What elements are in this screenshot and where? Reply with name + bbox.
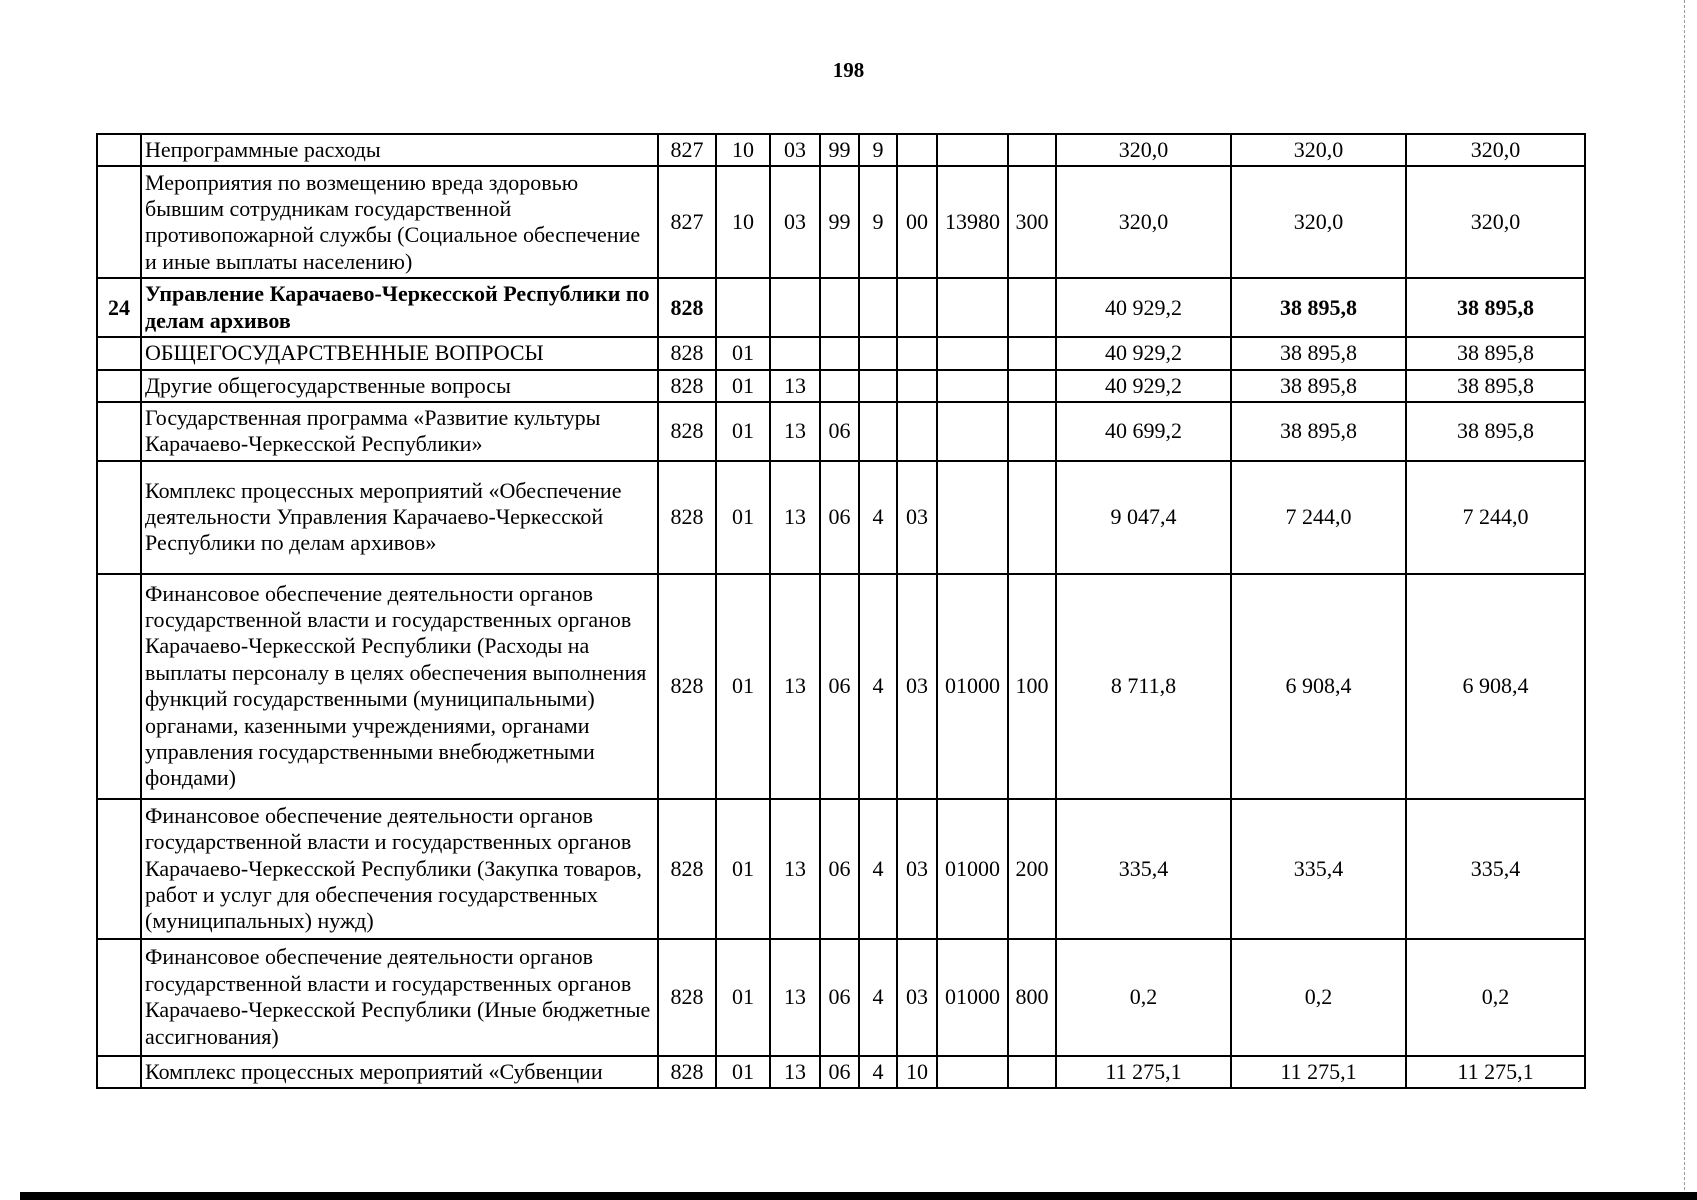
page-number: 198 [832, 58, 865, 82]
row-direction: 01000 [937, 799, 1008, 939]
row-amount-3: 38 895,8 [1406, 370, 1585, 402]
row-amount-3: 38 895,8 [1406, 337, 1585, 369]
row-expense-type: 100 [1008, 574, 1056, 799]
row-index [97, 1056, 141, 1088]
row-ministry-code: 827 [658, 166, 716, 278]
row-section: 10 [716, 134, 770, 166]
row-amount-3: 38 895,8 [1406, 278, 1585, 337]
row-amount-1: 40 929,2 [1056, 278, 1231, 337]
row-ministry-code: 828 [658, 574, 716, 799]
bottom-bar [20, 1192, 1697, 1200]
row-subsection: 13 [770, 402, 820, 461]
row-program-type [859, 370, 897, 402]
row-ministry-code: 828 [658, 402, 716, 461]
row-expense-type [1008, 337, 1056, 369]
row-direction [937, 461, 1008, 574]
row-ministry-code: 828 [658, 1056, 716, 1088]
row-amount-3: 7 244,0 [1406, 461, 1585, 574]
row-section: 01 [716, 1056, 770, 1088]
row-amount-1: 8 711,8 [1056, 574, 1231, 799]
row-name: Финансовое обеспечение деятельности органов государственной власти и государственных органов Карачаево-Черкесской Республики (Иные бюджетные ассигнования) [141, 939, 658, 1056]
row-amount-2: 38 895,8 [1231, 278, 1406, 337]
table-row [97, 461, 1585, 574]
row-expense-type [1008, 402, 1056, 461]
row-subsection: 13 [770, 461, 820, 574]
row-program-type: 4 [859, 461, 897, 574]
table-row [97, 939, 1585, 1056]
row-amount-1: 320,0 [1056, 134, 1231, 166]
row-amount-2: 320,0 [1231, 166, 1406, 278]
row-program-item [897, 134, 937, 166]
row-program-type [859, 337, 897, 369]
row-name: Управление Карачаево-Черкесской Республики по делам архивов [141, 278, 658, 337]
row-amount-3: 320,0 [1406, 166, 1585, 278]
row-amount-2: 320,0 [1231, 134, 1406, 166]
row-program-type [859, 402, 897, 461]
row-program: 06 [820, 574, 859, 799]
row-subsection [770, 278, 820, 337]
budget-table [96, 133, 1586, 1089]
row-index [97, 461, 141, 574]
row-amount-2: 6 908,4 [1231, 574, 1406, 799]
table-row [97, 134, 1585, 166]
row-section: 01 [716, 370, 770, 402]
row-subsection: 03 [770, 134, 820, 166]
row-amount-2: 11 275,1 [1231, 1056, 1406, 1088]
row-index [97, 134, 141, 166]
row-section: 01 [716, 574, 770, 799]
row-index [97, 370, 141, 402]
row-name: Государственная программа «Развитие культуры Карачаево-Черкесской Республики» [141, 402, 658, 461]
row-program [820, 370, 859, 402]
row-program [820, 337, 859, 369]
row-direction [937, 402, 1008, 461]
table-row [97, 370, 1585, 402]
row-program-type [859, 278, 897, 337]
row-expense-type [1008, 1056, 1056, 1088]
row-amount-1: 9 047,4 [1056, 461, 1231, 574]
row-section: 01 [716, 799, 770, 939]
row-amount-1: 335,4 [1056, 799, 1231, 939]
row-amount-3: 6 908,4 [1406, 574, 1585, 799]
row-amount-3: 0,2 [1406, 939, 1585, 1056]
row-ministry-code: 828 [658, 337, 716, 369]
row-program-item: 03 [897, 461, 937, 574]
row-direction [937, 134, 1008, 166]
row-amount-3: 38 895,8 [1406, 402, 1585, 461]
row-amount-3: 11 275,1 [1406, 1056, 1585, 1088]
row-name: Непрограммные расходы [141, 134, 658, 166]
row-program-item: 03 [897, 799, 937, 939]
row-name: Комплекс процессных мероприятий «Субвенции [141, 1056, 658, 1088]
row-name: Финансовое обеспечение деятельности органов государственной власти и государственных органов Карачаево-Черкесской Республики (Закупка товаров, работ и услуг для обеспечения государственных (муниципальных) нужд) [141, 799, 658, 939]
row-ministry-code: 828 [658, 370, 716, 402]
row-program-item [897, 402, 937, 461]
row-expense-type [1008, 278, 1056, 337]
row-direction: 01000 [937, 939, 1008, 1056]
row-index [97, 574, 141, 799]
row-direction: 01000 [937, 574, 1008, 799]
row-index [97, 402, 141, 461]
row-program-type: 9 [859, 134, 897, 166]
row-program-item: 00 [897, 166, 937, 278]
row-expense-type: 300 [1008, 166, 1056, 278]
row-program: 06 [820, 1056, 859, 1088]
row-name: Финансовое обеспечение деятельности органов государственной власти и государственных органов Карачаево-Черкесской Республики (Расходы на выплаты персоналу в целях обеспечения выполнения функций государственными (муниципальными) органами, казенными учреждениями, органами управления государственными внебюджетными фондами) [141, 574, 658, 799]
row-subsection [770, 337, 820, 369]
row-program-type: 9 [859, 166, 897, 278]
table-row [97, 799, 1585, 939]
table-row [97, 166, 1585, 278]
row-amount-1: 0,2 [1056, 939, 1231, 1056]
row-program-item: 03 [897, 574, 937, 799]
row-subsection: 03 [770, 166, 820, 278]
margin-line [1684, 0, 1685, 1190]
row-amount-3: 335,4 [1406, 799, 1585, 939]
row-program-type: 4 [859, 1056, 897, 1088]
table-row [97, 402, 1585, 461]
row-expense-type [1008, 370, 1056, 402]
row-program [820, 278, 859, 337]
row-subsection: 13 [770, 799, 820, 939]
row-program: 99 [820, 166, 859, 278]
row-amount-2: 335,4 [1231, 799, 1406, 939]
row-section [716, 278, 770, 337]
row-section: 01 [716, 461, 770, 574]
row-program-type: 4 [859, 939, 897, 1056]
row-expense-type [1008, 461, 1056, 574]
row-subsection: 13 [770, 574, 820, 799]
row-section: 10 [716, 166, 770, 278]
row-ministry-code: 828 [658, 278, 716, 337]
row-direction [937, 278, 1008, 337]
row-subsection: 13 [770, 1056, 820, 1088]
row-amount-1: 40 699,2 [1056, 402, 1231, 461]
row-ministry-code: 828 [658, 461, 716, 574]
row-index [97, 939, 141, 1056]
row-subsection: 13 [770, 939, 820, 1056]
row-program-item [897, 278, 937, 337]
row-program-item [897, 370, 937, 402]
row-direction [937, 370, 1008, 402]
table-body [97, 134, 1585, 1088]
row-program: 06 [820, 461, 859, 574]
row-amount-2: 38 895,8 [1231, 402, 1406, 461]
table-row [97, 337, 1585, 369]
row-section: 01 [716, 402, 770, 461]
row-direction [937, 337, 1008, 369]
row-amount-2: 38 895,8 [1231, 370, 1406, 402]
row-index: 24 [97, 278, 141, 337]
row-program: 06 [820, 939, 859, 1056]
row-program-item [897, 337, 937, 369]
row-direction: 13980 [937, 166, 1008, 278]
row-amount-3: 320,0 [1406, 134, 1585, 166]
row-subsection: 13 [770, 370, 820, 402]
row-amount-1: 11 275,1 [1056, 1056, 1231, 1088]
row-amount-2: 7 244,0 [1231, 461, 1406, 574]
row-amount-2: 38 895,8 [1231, 337, 1406, 369]
row-name: Другие общегосударственные вопросы [141, 370, 658, 402]
row-name: Мероприятия по возмещению вреда здоровью бывшим сотрудникам государственной противопожарной службы (Социальное обеспечение и иные выплаты населению) [141, 166, 658, 278]
row-index [97, 166, 141, 278]
row-index [97, 337, 141, 369]
row-section: 01 [716, 337, 770, 369]
table-row [97, 1056, 1585, 1088]
row-ministry-code: 828 [658, 799, 716, 939]
row-program-type: 4 [859, 799, 897, 939]
row-program-type: 4 [859, 574, 897, 799]
row-program: 06 [820, 402, 859, 461]
row-program-item: 03 [897, 939, 937, 1056]
row-amount-2: 0,2 [1231, 939, 1406, 1056]
row-section: 01 [716, 939, 770, 1056]
row-expense-type: 800 [1008, 939, 1056, 1056]
row-name: ОБЩЕГОСУДАРСТВЕННЫЕ ВОПРОСЫ [141, 337, 658, 369]
row-ministry-code: 827 [658, 134, 716, 166]
row-ministry-code: 828 [658, 939, 716, 1056]
table-row [97, 278, 1585, 337]
row-program: 99 [820, 134, 859, 166]
row-expense-type: 200 [1008, 799, 1056, 939]
row-program: 06 [820, 799, 859, 939]
row-index [97, 799, 141, 939]
row-program-item: 10 [897, 1056, 937, 1088]
table-row [97, 574, 1585, 799]
row-expense-type [1008, 134, 1056, 166]
row-direction [937, 1056, 1008, 1088]
row-amount-1: 40 929,2 [1056, 337, 1231, 369]
row-amount-1: 320,0 [1056, 166, 1231, 278]
row-amount-1: 40 929,2 [1056, 370, 1231, 402]
row-name: Комплекс процессных мероприятий «Обеспечение деятельности Управления Карачаево-Черкесской Республики по делам архивов» [141, 461, 658, 574]
